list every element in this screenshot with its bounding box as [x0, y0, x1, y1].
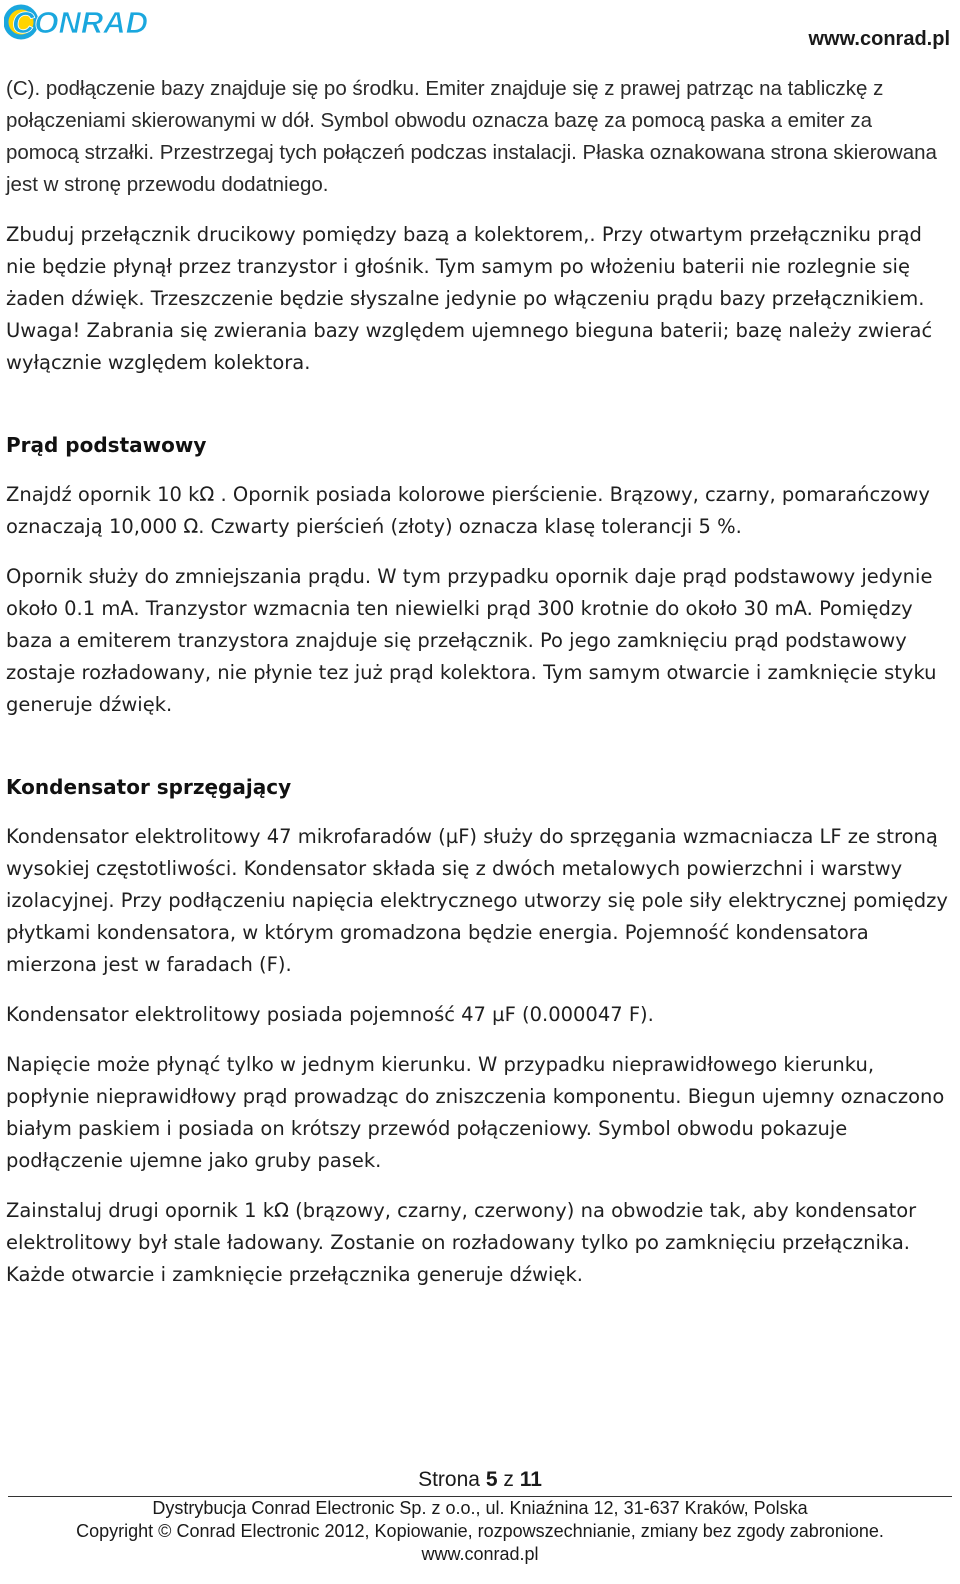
page-sep: z [503, 1468, 514, 1491]
page-footer [0, 1466, 960, 1566]
site-url[interactable]: www.conrad.pl [808, 28, 950, 50]
page-header [0, 0, 960, 56]
logo-text: CONRAD [12, 5, 149, 40]
footer-copyright: Copyright © Conrad Electronic 2012, Kopiowanie, rozpowszechnianie, zmiany bez zgody zabronione. [76, 1521, 884, 1541]
paragraph-second-resistor: Zainstaluj drugi opornik 1 kΩ (brązowy, czarny, czerwony) na obwodzie tak, aby kondensator elektrolitowy był stale ładowany. Zostanie on rozładowany tylko po zamknięciu przełącznika. Każde otwarcie i zamknięcie przełącznika generuje dźwięk. [6, 1199, 917, 1286]
paragraph-resistor: Znajdź opornik 10 kΩ . Opornik posiada kolorowe pierścienie. Brązowy, czarny, pomarańczowy oznaczają 10,000 Ω. Czwarty pierścień (złoty) oznacza klasę tolerancji 5 %. [6, 483, 930, 538]
paragraph-capacitor-polarity: Napięcie może płynąć tylko w jednym kierunku. W przypadku nieprawidłowego kierunku, popłynie nieprawidłowy prąd prowadząc do zniszczenia komponentu. Biegun ujemny oznaczono białym paskiem i posiada on krótszy przewód połączeniowy. Symbol obwodu pokazuje podłączenie ujemne jako gruby pasek. [6, 1053, 945, 1172]
document-body [6, 73, 950, 1291]
page-number [0, 1466, 960, 1494]
paragraph-capacitor-intro: Kondensator elektrolitowy 47 mikrofaradów (µF) służy do sprzęgania wzmacniacza LF ze stroną wysokiej częstotliwości. Kondensator składa się z dwóch metalowych powierzchni i warstwy izolacyjnej. Przy podłączeniu napięcia elektrycznego utworzy się pole siły elektrycznej pomiędzy płytkami kondensatora, w którym gromadzona będzie energia. Pojemność kondensatora mierzona jest w faradach (F). [6, 825, 948, 976]
intro-paragraph: (C). podłączenie bazy znajduje się po środku. Emiter znajduje się z prawej patrząc na tabliczkę z połączeniami skierowanymi w dół. Symbol obwodu oznacza bazę za pomocą paska a emiter za pomocą strzałki. Przestrzegaj tych połączeń podczas instalacji. Płaska oznakowana strona skierowana jest w stronę przewodu dodatniego. [6, 77, 937, 196]
footer-distribution: Dystrybucja Conrad Electronic Sp. z o.o., ul. Kniaźnina 12, 31-637 Kraków, Polska [152, 1498, 808, 1518]
paragraph-resistor-current: Opornik służy do zmniejszania prądu. W tym przypadku opornik daje prąd podstawowy jedynie około 0.1 mA. Tranzystor wzmacnia ten niewielki prąd 300 krotnie do około 30 mA. Pomiędzy baza a emiterem tranzystora znajduje się przełącznik. Po jego zamknięciu prąd podstawowy zostaje rozładowany, nie płynie tez już prąd kolektora. Tym samym otwarcie i zamknięcie styku generuje dźwięk. [6, 565, 937, 716]
section-heading-coupling-capacitor: Kondensator sprzęgający [6, 775, 292, 799]
conrad-logo [4, 2, 156, 42]
section-heading-base-current: Prąd podstawowy [6, 433, 207, 457]
page-prefix: Strona [418, 1468, 480, 1491]
switch-paragraph: Zbuduj przełącznik drucikowy pomiędzy bazą a kolektorem,. Przy otwartym przełączniku prąd nie będzie płynął przez tranzystor i głośnik. Tym samym po włożeniu baterii nie rozlegnie się żaden dźwięk. Trzeszczenie będzie słyszalne jedynie po włączeniu prądu bazy przełącznikiem. Uwaga! Zabrania się zwierania bazy względem ujemnego bieguna baterii; bazę należy zwierać wyłącznie względem kolektora. [6, 223, 933, 374]
page-current: 5 [485, 1468, 498, 1491]
footer-url[interactable]: www.conrad.pl [421, 1544, 539, 1564]
paragraph-capacitor-capacity: Kondensator elektrolitowy posiada pojemność 47 µF (0.000047 F). [6, 1003, 654, 1026]
page-total: 11 [519, 1468, 542, 1491]
